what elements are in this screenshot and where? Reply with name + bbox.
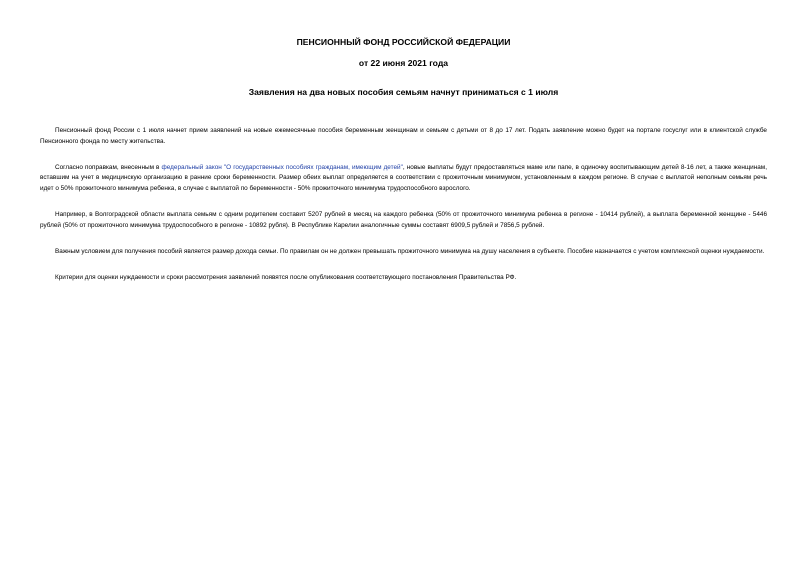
federal-law-link[interactable]: федеральный закон "О государственных пособиях гражданам, имеющим детей" <box>161 163 403 171</box>
paragraph-2 <box>40 163 767 195</box>
document-title: Заявления на два новых пособия семьям начнут приниматься с 1 июля <box>248 87 559 97</box>
paragraph-4: Важным условием для получения пособий является размер дохода семьи. По правилам он не должен превышать прожиточного минимума на душу населения в субъекте. Пособие назначается с учетом комплексной оценки нуждаемости. <box>55 247 765 255</box>
document-date: от 22 июня 2021 года <box>358 58 449 68</box>
paragraph-1: Пенсионный фонд России с 1 июля начнет прием заявлений на новые ежемесячные пособия беременным женщинам и семьям с детьми от 8 до 17 лет. Подать заявление можно будет на портале госуслуг или в клиентской службе Пенсионного фонда по месту жительства. <box>40 127 767 145</box>
organization-heading: ПЕНСИОННЫЙ ФОНД РОССИЙСКОЙ ФЕДЕРАЦИИ <box>296 37 511 47</box>
paragraph-5: Критерии для оценки нуждаемости и сроки рассмотрения заявлений появятся после опубликования соответствующего постановления Правительства РФ. <box>55 273 517 281</box>
document-body <box>40 126 767 299</box>
paragraph-2-intro: Согласно поправкам, внесенным в <box>55 163 162 171</box>
paragraph-3: Например, в Волгоградской области выплата семьям с одним родителем составит 5207 рублей в месяц на каждого ребенка (50% от прожиточного минимума ребенка в регионе - 10414 рублей), а выплата беременной женщине - 5446 рублей (50% от прожиточного минимума трудоспособного в регионе - 10892 рубля). В Республике Карелии аналогичные суммы составят 6909,5 рублей и 7856,5 рублей. <box>40 210 767 229</box>
paragraph-2-rest: , новые выплаты будут предоставляться маме или папе, в одиночку воспитывающим детей 8-16 лет, а также женщинам, вставшим на учет в медицинскую организацию в ранние сроки беременности. Размер обеих выплат определяется в соответствии с прожиточным минимумом, установленным в каждом регионе. В случае с выплатой неполным семьям речь идет о 50% прожиточного минимума ребенка, в случае с выплатой по беременности - 50% прожиточного минимума трудоспособного взрослого. <box>40 163 767 192</box>
